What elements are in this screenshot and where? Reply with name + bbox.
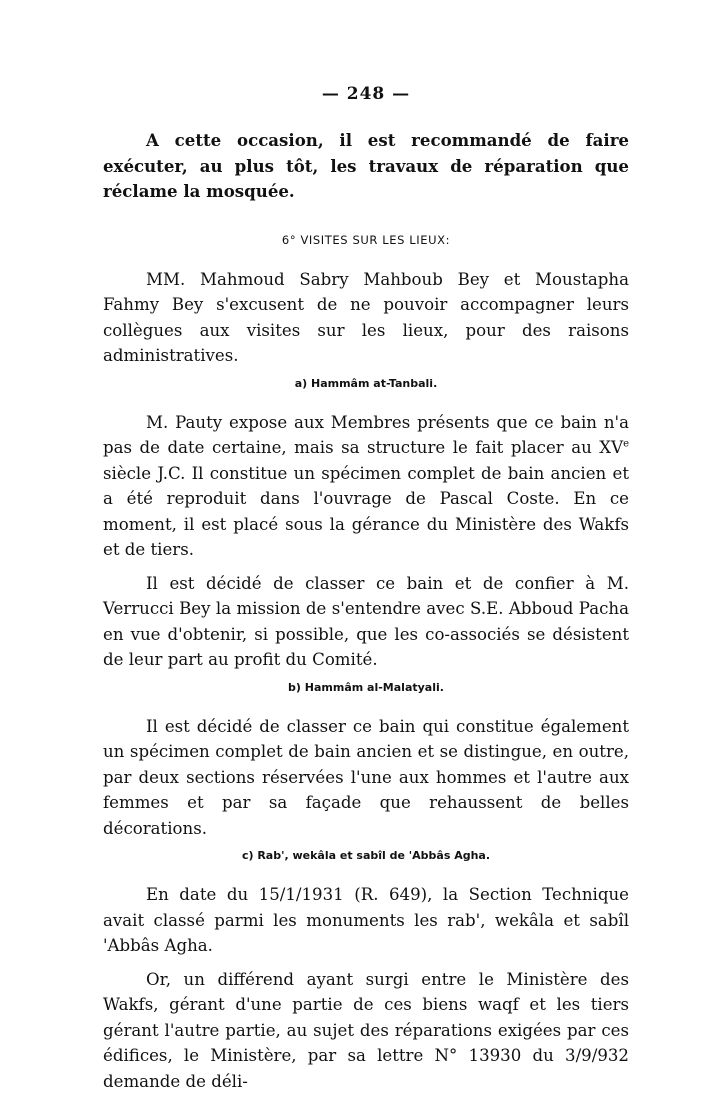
excuse-paragraph: MM. Mahmoud Sabry Mahboub Bey et Moustapha Fahmy Bey s'excusent de ne pouvoir accompagner leurs collègues aux visites sur les lieux, pour des raisons administratives. bbox=[103, 267, 629, 369]
tanbali-text-post: siècle J.C. Il constitue un spécimen complet de bain ancien et a été reproduit dans l'ouvrage de Pascal Coste. En ce moment, il est placé sous la gérance du Ministère des Wakfs et de tiers. bbox=[103, 464, 629, 560]
sub-heading-b: b) Hammâm al-Malatyali. bbox=[103, 681, 629, 694]
abbas-paragraph-1: En date du 15/1/1931 (R. 649), la Section Technique avait classé parmi les monuments les rab', wekâla et sabîl 'Abbâs Agha. bbox=[103, 882, 629, 959]
tanbali-paragraph-2: Il est décidé de classer ce bain et de confier à M. Verrucci Bey la mission de s'entendre avec S.E. Abboud Pacha en vue d'obtenir, si possible, que les co-associés se désistent de leur part au profit du Comité. bbox=[103, 571, 629, 673]
malatyali-paragraph: Il est décidé de classer ce bain qui constitue également un spécimen complet de bain ancien et se distingue, en outre, par deux sections réservées l'une aux hommes et l'autre aux femmes et par sa façade que rehaussent de belles décorations. bbox=[103, 714, 629, 842]
page-number: — 248 — bbox=[103, 84, 629, 104]
abbas-paragraph-2: Or, un différend ayant surgi entre le Ministère des Wakfs, gérant d'une partie de ces biens waqf et les tiers gérant l'autre partie, au sujet des réparations exigées par ces édifices, le Ministère, par sa lettre N° 13930 du 3/9/932 demande de déli- bbox=[103, 967, 629, 1094]
document-page bbox=[103, 84, 629, 1094]
sub-heading-c: c) Rab', wekâla et sabîl de 'Abbâs Agha. bbox=[103, 849, 629, 862]
tanbali-paragraph-1 bbox=[103, 410, 629, 563]
intro-paragraph: A cette occasion, il est recommandé de faire exécuter, au plus tôt, les travaux de réparation que réclame la mosquée. bbox=[103, 128, 629, 205]
tanbali-text-pre: M. Pauty expose aux Membres présents que ce bain n'a pas de date certaine, mais sa structure le fait placer au XV bbox=[103, 413, 629, 458]
sub-heading-a: a) Hammâm at-Tanbali. bbox=[103, 377, 629, 390]
century-superscript: e bbox=[623, 438, 629, 449]
section-heading-visites: 6° VISITES SUR LES LIEUX: bbox=[103, 233, 629, 247]
